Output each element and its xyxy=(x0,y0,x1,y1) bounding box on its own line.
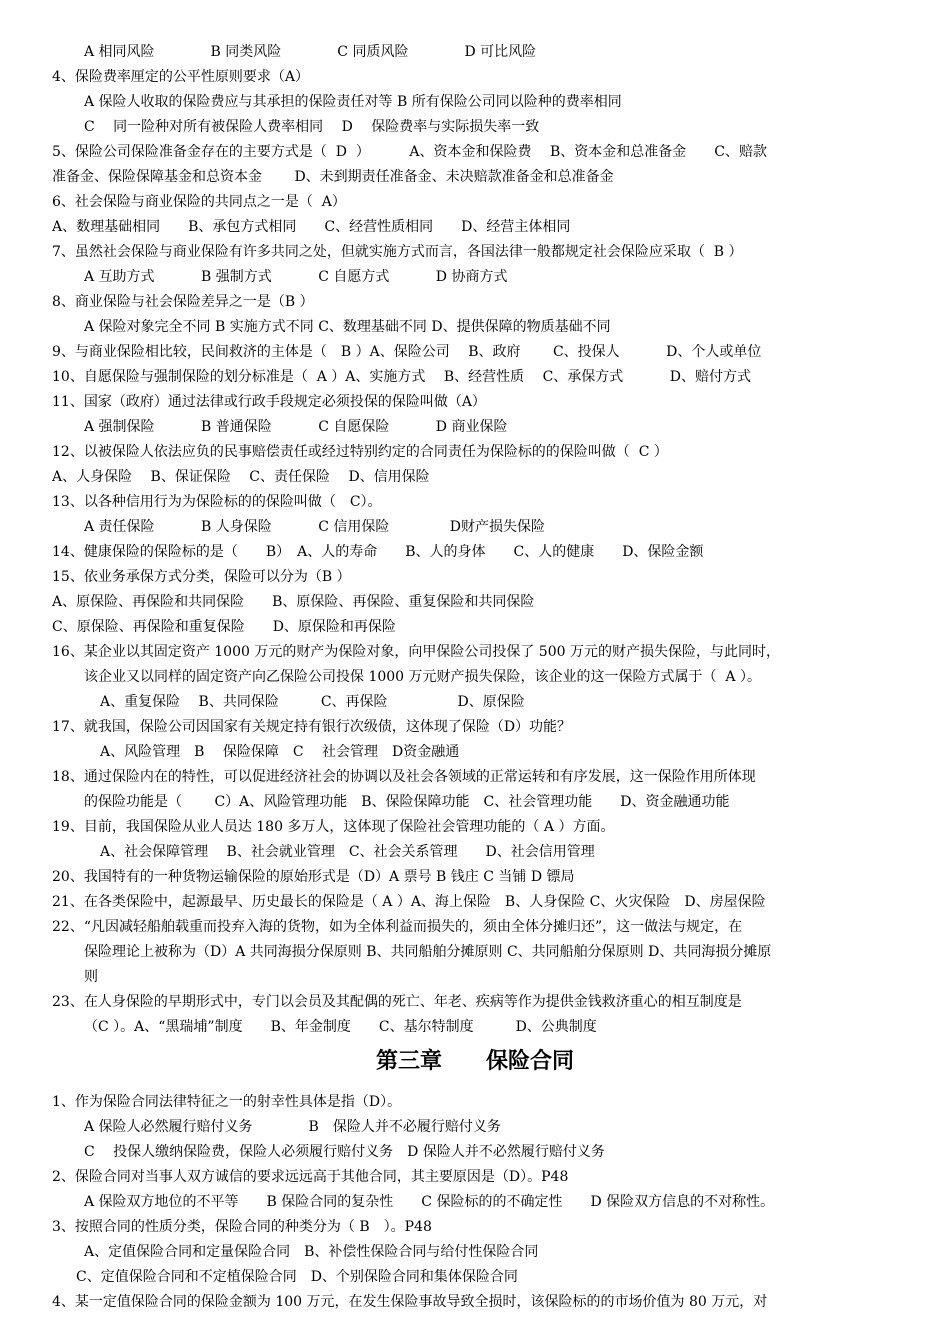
option-line: A 保险双方地位的不平等 B 保险合同的复杂性 C 保险标的的不确定性 D 保险双方信息的不对称性。 xyxy=(84,1194,775,1210)
question-line: 4、某一定值保险合同的保险金额为 100 万元，在发生保险事故导致全损时，该保险标的的市场价值为 80 万元，对 xyxy=(52,1294,768,1310)
option-line: C 同一险种对所有被保险人费率相同 D 保险费率与实际损失率一致 xyxy=(84,119,540,135)
question-line: 17、就我国，保险公司因国家有关规定持有银行次级债，这体现了保险（D）功能？ xyxy=(52,719,572,735)
question-line: 11、国家（政府）通过法律或行政手段规定必须投保的保险叫做（A） xyxy=(52,394,486,410)
option-line: C 投保人缴纳保险费，保险人必须履行赔付义务 D 保险人并不必然履行赔付义务 xyxy=(84,1144,605,1160)
question-line: 2、保险合同对当事人双方诚信的要求远远高于其他合同，其主要原因是（D）。P48 xyxy=(52,1169,569,1185)
question-line: 23、在人身保险的早期形式中，专门以会员及其配偶的死亡、年老、疾病等作为提供金钱救济重心的相互制度是 xyxy=(52,994,742,1010)
option-line: A、数理基础相同 B、承包方式相同 C、经营性质相同 D、经营主体相同 xyxy=(52,219,571,235)
question-line: 14、健康保险的保险标的是（ B） A、人的寿命 B、人的身体 C、人的健康 D、保险金额 xyxy=(52,544,704,560)
option-line: A 互助方式 B 强制方式 C 自愿方式 D 协商方式 xyxy=(84,269,508,285)
question-line: 准备金、保险保障基金和总资本金 D、未到期责任准备金、未决赔款准备金和总准备金 xyxy=(52,169,614,185)
question-line: 16、某企业以其固定资产 1000 万元的财产为保险对象，向甲保险公司投保了 500 万元的财产损失保险，与此同时， xyxy=(52,644,780,660)
question-line: 15、依业务承保方式分类，保险可以分为（B ） xyxy=(52,569,351,585)
question-line: 1、作为保险合同法律特征之一的射幸性具体是指（D）。 xyxy=(52,1094,402,1110)
question-line: 18、通过保险内在的特性，可以促进经济社会的协调以及社会各领域的正常运转和有序发展，这一保险作用所体现 xyxy=(52,769,756,785)
question-line: 21、在各类保险中，起源最早、历史最长的保险是（ A ）A、海上保险 B、人身保险 C、火灾保险 D、房屋保险 xyxy=(52,894,766,910)
option-line: C、定值保险合同和不定植保险合同 D、个别保险合同和集体保险合同 xyxy=(76,1269,518,1285)
question-line: 6、社会保险与商业保险的共同点之一是（ A） xyxy=(52,194,346,210)
option-line: A 强制保险 B 普通保险 C 自愿保险 D 商业保险 xyxy=(84,419,508,435)
question-line: 8、商业保险与社会保险差异之一是（B ） xyxy=(52,294,314,310)
question-line: 22、“凡因减轻船舶载重而投弃入海的货物，如为全体利益而损失的，须由全体分摊归还”，这一做法与规定，在 xyxy=(52,919,743,935)
question-line: 12、以被保险人依法应负的民事赔偿责任或经过特别约定的合同责任为保险标的的保险叫做（ C ） xyxy=(52,444,668,460)
option-line: A 相同风险 B 同类风险 C 同质风险 D 可比风险 xyxy=(84,44,537,60)
question-line: 20、我国特有的一种货物运输保险的原始形式是（D）A 票号 B 钱庄 C 当铺 D 镖局 xyxy=(52,869,575,885)
option-line: A 保险人收取的保险费应与其承担的保险责任对等 B 所有保险公司同以险种的费率相同 xyxy=(84,94,622,110)
option-line: A、风险管理 B 保险保障 C 社会管理 D资金融通 xyxy=(100,744,460,760)
question-line: （C ）。A、“黑瑞埔”制度 B、年金制度 C、基尔特制度 D、公典制度 xyxy=(84,1019,597,1035)
option-line: A、重复保险 B、共同保险 C、再保险 D、原保险 xyxy=(100,694,525,710)
question-line: 该企业又以同样的固定资产向乙保险公司投保 1000 万元财产损失保险，该企业的这一保险方式属于（ A ）。 xyxy=(84,669,761,685)
question-line: 7、虽然社会保险与商业保险有许多共同之处，但就实施方式而言，各国法律一般都规定社会保险应采取（ B ） xyxy=(52,244,743,260)
option-line: A 保险对象完全不同 B 实施方式不同 C、数理基础不同 D、提供保障的物质基础不同 xyxy=(84,319,611,335)
question-line: 10、自愿保险与强制保险的划分标准是（ A ）A、实施方式 B、经营性质 C、承保方式 D、赔付方式 xyxy=(52,369,751,385)
option-line: A 保险人必然履行赔付义务 B 保险人并不必履行赔付义务 xyxy=(84,1119,501,1135)
question-line: 13、以各种信用行为为保险标的的保险叫做（ C）。 xyxy=(52,494,382,510)
option-line: A、定值保险合同和定量保险合同 B、补偿性保险合同与给付性保险合同 xyxy=(84,1244,539,1260)
option-line: A 责任保险 B 人身保险 C 信用保险 D财产损失保险 xyxy=(84,519,546,535)
option-line: A、社会保障管理 B、社会就业管理 C、社会关系管理 D、社会信用管理 xyxy=(100,844,595,860)
question-line: 的保险功能是（ C）A、风险管理功能 B、保险保障功能 C、社会管理功能 D、资金融通功能 xyxy=(84,794,730,810)
question-line: 4、保险费率厘定的公平性原则要求（A） xyxy=(52,69,310,85)
question-line: 3、按照合同的性质分类，保险合同的种类分为（ B ）。P48 xyxy=(52,1219,432,1235)
question-line: 19、目前，我国保险从业人员达 180 多万人，这体现了保险社会管理功能的（ A ）方面。 xyxy=(52,819,615,835)
question-line: 保险理论上被称为（D）A 共同海损分保原则 B、共同船舶分摊原则 C、共同船舶分保原则 D、共同海损分摊原 xyxy=(84,944,772,960)
question-line: 5、保险公司保险准备金存在的主要方式是（ D ） A、资本金和保险费 B、资本金和总准备金 C、赔款 xyxy=(52,144,767,160)
chapter-heading: 第三章 保险合同 xyxy=(375,1049,574,1074)
option-line: A、原保险、再保险和共同保险 B、原保险、再保险、重复保险和共同保险 xyxy=(52,594,535,610)
option-line: C、原保险、再保险和重复保险 D、原保险和再保险 xyxy=(52,619,396,635)
question-line: 9、与商业保险相比较，民间救济的主体是（ B ）A、保险公司 B、政府 C、投保人 D、个人或单位 xyxy=(52,344,762,360)
question-line: 则 xyxy=(84,969,98,985)
option-line: A、人身保险 B、保证保险 C、责任保险 D、信用保险 xyxy=(52,469,430,485)
